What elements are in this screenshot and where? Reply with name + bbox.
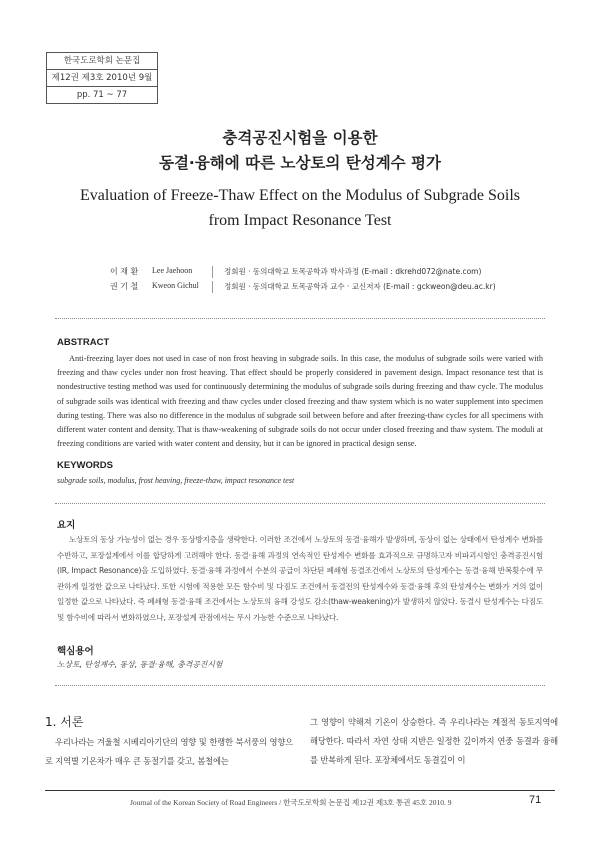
introduction-heading: 1. 서론 <box>45 715 84 729</box>
section-divider <box>55 318 545 319</box>
introduction-right-column: 그 영향이 약해져 기온이 상승한다. 즉 우리나라는 계절적 동토지역에 해당한다. 따라서 자연 상태 지반은 일정한 깊이까지 연중 동결과 융해를 반복하게 된다. 포장체에서도 동결깊이 이 <box>310 717 558 765</box>
keywords-text: subgrade soils, modulus, frost heaving, freeze-thaw, impact resonance test <box>57 476 295 485</box>
summary-text: 노상토의 동상 가능성이 없는 경우 동상방지층을 생략한다. 이러한 조건에서 노상토의 동결·융해가 발생하며, 동상이 없는 상태에서 탄성계수 변화를 수반하고, 포장설계에서 이를 합당하게 고려해야 한다. 동결·융해 과정의 연속적인 탄성계수 변화를 효과적으로 규명하고자 비파괴시험인 충격공진시험(IR, Impact Resonance)을 도입하였다. 동결·융해 과정에서 수분의 공급이 차단된 폐쇄형 동결조건에서 노상토의 탄성계수는 동결·융해 반복횟수에 무관하게 일정한 값으로 나타났다. 또한 시험에 적용한 모든 함수비 및 다짐도 조건에서 동결전의 탄성계수와 동결·융해 후의 탄성계수는 변화가 거의 없이 일정한 값으로 나타났다. 즉 폐쇄형 동결·융해 조건에서는 노상토의 융해 강성도 감소(thaw-weakening)가 발생하지 않았다. 동결시 탄성계수는 다짐도 및 함수비에 따라서 변화하였으나, 포장설계 관점에서는 무시 가능한 수준으로 나타났다. <box>57 535 543 622</box>
footer-citation: Journal of the Korean Society of Road Engineers / 한국도로학회 논문집 제12권 제3호 통권 45호 2010. 9 <box>130 798 452 807</box>
author-name-en: Kweon Gichul <box>152 281 199 290</box>
author-affiliation: 정회원 · 동의대학교 토목공학과 교수 · 교신저자 (E-mail : gckweon@deu.ac.kr) <box>224 282 496 291</box>
author-row <box>110 281 530 295</box>
author-name-en: Lee Jaehoon <box>152 266 193 275</box>
author-name-ko: 이 재 환 <box>110 267 139 276</box>
author-row <box>110 266 530 280</box>
author-name-ko: 권 기 철 <box>110 282 139 291</box>
english-title-line-1: Evaluation of Freeze-Thaw Effect on the Modulus of Subgrade Soils <box>79 187 521 204</box>
journal-name: 한국도로학회 논문집 <box>47 53 157 70</box>
author-divider <box>212 281 213 293</box>
section-divider <box>55 503 545 504</box>
introduction-left-column: 우리나라는 겨울철 시베리아기단의 영향 및 한랭한 북서풍의 영향으로 지역별 기온차가 매우 큰 동절기를 갖고, 봄철에는 <box>45 737 293 766</box>
korean-title-line-1: 충격공진시험을 이용한 <box>222 129 378 147</box>
abstract-heading: ABSTRACT <box>57 337 110 348</box>
page-number: 71 <box>529 794 542 806</box>
author-divider <box>212 266 213 278</box>
journal-info-box <box>46 52 158 104</box>
journal-volume: 제12권 제3호 2010년 9월 <box>47 70 157 87</box>
korean-keywords-text: 노상토, 탄성계수, 동상, 동결·융해, 충격공진시험 <box>57 660 223 669</box>
korean-keywords-heading: 핵심용어 <box>57 646 94 657</box>
keywords-heading: KEYWORDS <box>57 460 113 471</box>
english-title-line-2: from Impact Resonance Test <box>208 212 392 229</box>
summary-heading: 요지 <box>57 520 76 531</box>
footer-rule <box>45 790 555 791</box>
journal-pages: pp. 71 ~ 77 <box>76 90 128 100</box>
author-affiliation: 정회원 · 동의대학교 토목공학과 박사과정 (E-mail : dkrehd072@nate.com) <box>224 267 482 276</box>
section-divider <box>55 685 545 686</box>
abstract-text: Anti-freezing layer does not used in case of non frost heaving in subgrade soils. In this case, the modulus of subgrade soils were varied with freezing and thaw cycles under non frost heaving. That effect should be properly considered in pavement design. Impact resonance test that is nondestructive testing method was used for continuously determining the modulus of subgrade soils during freezing and thaw cycle. The modulus of subgrade soils was identical with freezing and thaw cycles under closed freezing and thaw system which is no water supplement into specimen during testing. There was also no difference in the modulus of subgrade soil between before and after freezing-thaw cycles for all specimens with different water content and density. That is thaw-weakening of subgrade soils do not occur under closed freezing and thaw system. The moduli at freezing conditions are varied with water content and density, but it can be ignored in practical design sense. <box>57 354 543 449</box>
korean-title-line-2: 동결·융해에 따른 노상토의 탄성계수 평가 <box>158 154 441 172</box>
